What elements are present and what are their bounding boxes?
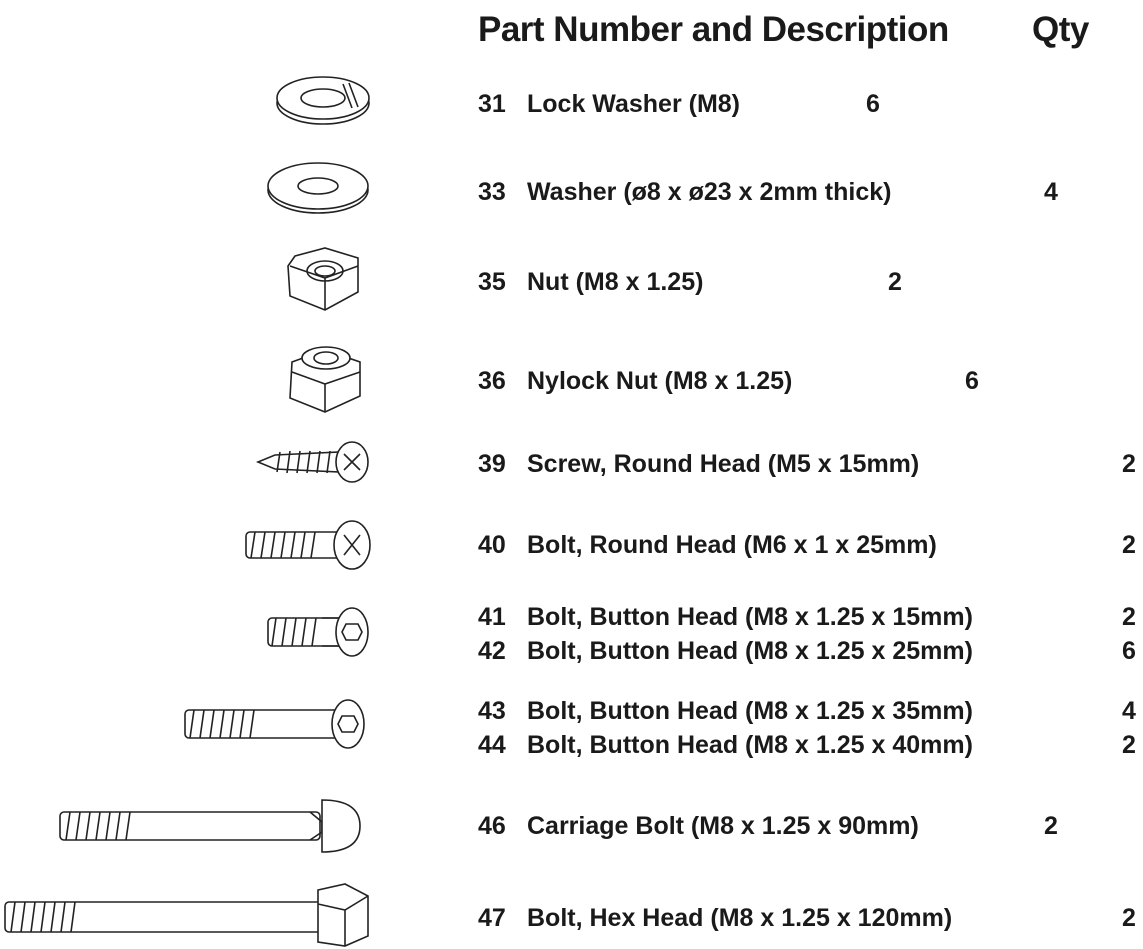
part-number: 31	[478, 90, 506, 118]
part-qty: 2	[888, 268, 902, 296]
button-head-bolt-short-icon	[268, 608, 368, 656]
part-qty: 2	[1122, 731, 1136, 759]
carriage-bolt-icon	[60, 800, 360, 852]
part-description: Bolt, Round Head (M6 x 1 x 25mm)	[527, 531, 937, 559]
lock-washer-icon	[277, 77, 369, 124]
part-number: 46	[478, 812, 506, 840]
part-number: 39	[478, 450, 506, 478]
part-number: 35	[478, 268, 506, 296]
qty-header: Qty	[1032, 10, 1089, 49]
part-qty: 2	[1122, 904, 1136, 932]
part-description: Bolt, Hex Head (M8 x 1.25 x 120mm)	[527, 904, 953, 932]
nylock-nut-icon	[290, 347, 360, 412]
page-title: Part Number and Description	[478, 10, 949, 49]
part-qty: 2	[1122, 450, 1136, 478]
part-description: Bolt, Button Head (M8 x 1.25 x 25mm)	[527, 637, 973, 665]
part-number: 44	[478, 731, 506, 759]
round-head-screw-icon	[258, 442, 368, 482]
part-number: 47	[478, 904, 506, 932]
part-qty: 6	[866, 90, 880, 118]
part-number: 40	[478, 531, 506, 559]
part-description: Washer (ø8 x ø23 x 2mm thick)	[527, 178, 892, 206]
part-qty: 6	[1122, 637, 1136, 665]
part-qty: 4	[1122, 697, 1136, 725]
part-description: Lock Washer (M8)	[527, 90, 741, 118]
hex-nut-icon	[288, 248, 358, 310]
button-head-bolt-long-icon	[185, 700, 364, 748]
part-description: Nut (M8 x 1.25)	[527, 268, 704, 296]
part-description: Nylock Nut (M8 x 1.25)	[527, 367, 793, 395]
part-number: 42	[478, 637, 506, 665]
parts-illustrations	[0, 0, 380, 949]
part-number: 43	[478, 697, 506, 725]
part-qty: 2	[1122, 603, 1136, 631]
part-description: Bolt, Button Head (M8 x 1.25 x 15mm)	[527, 603, 973, 631]
part-qty: 4	[1044, 178, 1058, 206]
part-description: Bolt, Button Head (M8 x 1.25 x 35mm)	[527, 697, 973, 725]
part-description: Carriage Bolt (M8 x 1.25 x 90mm)	[527, 812, 919, 840]
part-number: 41	[478, 603, 506, 631]
part-qty: 6	[965, 367, 979, 395]
part-number: 36	[478, 367, 506, 395]
hex-head-bolt-icon	[5, 884, 368, 946]
part-number: 33	[478, 178, 506, 206]
washer-icon	[268, 163, 368, 213]
part-description: Screw, Round Head (M5 x 15mm)	[527, 450, 920, 478]
part-description: Bolt, Button Head (M8 x 1.25 x 40mm)	[527, 731, 973, 759]
part-qty: 2	[1122, 531, 1136, 559]
round-head-bolt-icon	[246, 521, 370, 569]
part-qty: 2	[1044, 812, 1058, 840]
